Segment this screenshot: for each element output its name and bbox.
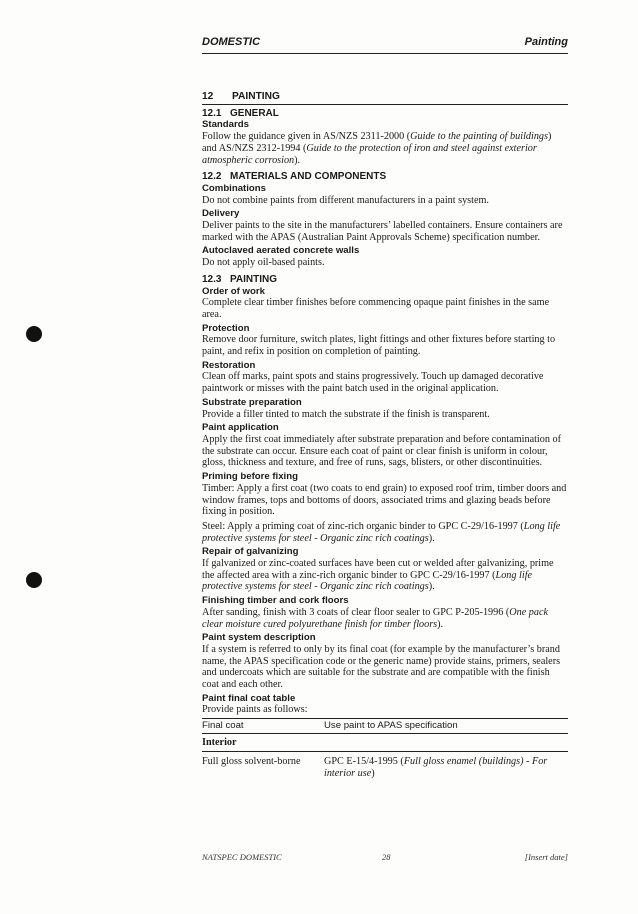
table-row: [202, 756, 568, 782]
table-cell: GPC E-15/4-1995 (Full gloss enamel (buildings) - For interior use): [324, 755, 548, 779]
clause-text: Steel: Apply a priming coat of zinc-rich organic binder to GPC C-29/16-1997 (Long life protective systems for steel - Organic zinc rich coatings).: [202, 520, 561, 544]
clause-text: Remove door furniture, switch plates, light fittings and other fixtures before starting to paint, and refix in position on completion of painting.: [202, 334, 556, 358]
clause-text: Do not combine paints from different manufacturers in a paint system.: [202, 194, 489, 206]
subsection-number: 12.2: [202, 171, 222, 183]
clause-heading: Restoration: [202, 359, 256, 371]
clause-text: If a system is referred to only by its final coat (for example by the manufacturer’s brand name, the APAS specification code or the generic name) provide stains, primers, sealers and undercoats which are suitable for the substrate and are compatible with the finish coat and each other.: [202, 643, 561, 691]
clause-text: Provide a filler tinted to match the substrate if the finish is transparent.: [202, 408, 490, 420]
section-number: 12: [202, 91, 214, 102]
clause-text: Apply the first coat immediately after substrate preparation and before contamination of the substrate can occur. Ensure each coat of paint or clear finish is uniform in colour, gloss, thickness and texture, and free of runs, sags, blisters, or other discontinuities.: [202, 433, 561, 469]
clause-text: If galvanized or zinc-coated surfaces have been cut or welded after galvanizing, prime the affected area with a zinc-rich organic binder to GPC C-29/16-1997 (Long life protective systems for steel - Organic zinc rich coatings).: [202, 558, 554, 593]
table-header: [202, 718, 568, 734]
subsection-title: PAINTING: [230, 273, 278, 285]
table-col-final-coat: Final coat: [202, 720, 244, 732]
footer-date: [Insert date]: [524, 852, 568, 862]
clause-heading: Substrate preparation: [202, 396, 302, 408]
subsection-title: GENERAL: [230, 107, 279, 119]
subsection-painting: [202, 274, 568, 286]
clause-text: Provide paints as follows:: [202, 704, 308, 716]
clause-heading: Protection: [202, 322, 250, 334]
clause-heading: Priming before fixing: [202, 471, 298, 483]
table-col-apas: Use paint to APAS specification: [324, 720, 458, 732]
clause-heading: Delivery: [202, 208, 240, 220]
clause-heading: Paint final coat table: [202, 692, 296, 704]
document-body: [202, 91, 568, 782]
subsection-number: 12.3: [202, 273, 222, 285]
table-cell: Full gloss solvent-borne: [202, 755, 301, 767]
table-group-interior: Interior: [202, 737, 568, 752]
clause-text: Clean off marks, paint spots and stains progressively. Touch up damaged decorative paintwork or misses with the paint batch used in the original application.: [202, 371, 544, 395]
running-header: [202, 35, 568, 54]
clause-text: Complete clear timber finishes before commencing opaque paint finishes in the same area.: [202, 297, 550, 320]
clause-heading: Autoclaved aerated concrete walls: [202, 245, 360, 257]
clause-heading: Combinations: [202, 182, 266, 194]
footer-left: NATSPEC DOMESTIC: [202, 852, 282, 862]
subsection-materials: [202, 171, 568, 183]
clause-heading: Repair of galvanizing: [202, 546, 299, 558]
punch-hole-bottom: [26, 572, 42, 588]
clause-heading: Paint system description: [202, 632, 316, 644]
subsection-number: 12.1: [202, 107, 222, 119]
header-right: Painting: [524, 36, 568, 48]
clause-heading: Paint application: [202, 422, 279, 434]
page-number: 28: [382, 852, 391, 862]
clause-text: Follow the guidance given in AS/NZS 2311-2000 (Guide to the painting of buildings) and AS/NZS 2312-1994 (Guide to the protection of iron and steel against exterior atmospheric corrosion).: [202, 131, 552, 166]
header-left: DOMESTIC: [202, 36, 261, 48]
page-footer: [202, 852, 568, 864]
clause-heading: Finishing timber and cork floors: [202, 595, 349, 607]
subsection-title: MATERIALS AND COMPONENTS: [230, 171, 387, 183]
section-heading: [202, 91, 568, 105]
clause-heading: Order of work: [202, 285, 265, 297]
punch-hole-top: [26, 326, 42, 342]
section-title: PAINTING: [232, 91, 280, 102]
clause-text: After sanding, finish with 3 coats of clear floor sealer to GPC P-205-1996 (One pack clear moisture cured polyurethane finish for timber floors).: [202, 606, 549, 630]
subsection-general: [202, 108, 568, 120]
clause-text: Timber: Apply a first coat (two coats to end grain) to exposed roof trim, timber doors and window frames, tops and bottoms of doors, associated trims and glazing beads before fixing in position.: [202, 482, 567, 518]
clause-heading: Standards: [202, 119, 249, 131]
clause-text: Deliver paints to the site in the manufacturers’ labelled containers. Ensure containers are marked with the APAS (Australian Paint Approvals Scheme) specification number.: [202, 220, 563, 243]
clause-text: Do not apply oil-based paints.: [202, 257, 325, 269]
